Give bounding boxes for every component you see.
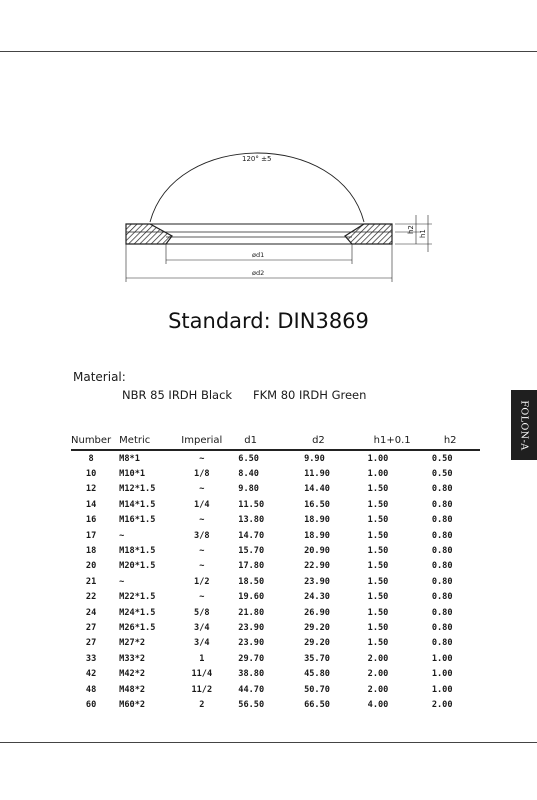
table-cell: 20 [85, 561, 97, 572]
top-rule [0, 51, 537, 52]
table-cell: 1/4 [194, 499, 210, 510]
table-cell: 0.80 [431, 638, 453, 649]
table-cell: 60 [85, 699, 97, 710]
table-cell: 29.20 [304, 638, 330, 649]
table-cell: M33*2 [119, 653, 146, 664]
table-cell: 20.90 [304, 546, 330, 557]
table-row [71, 574, 480, 589]
table-cell: M24*1.5 [119, 607, 156, 618]
table-row [71, 466, 480, 481]
table-cell: 0.80 [431, 607, 453, 618]
table-cell: 56.50 [238, 699, 265, 710]
table-row [71, 682, 480, 697]
table-cell: ~ [199, 515, 205, 526]
table-cell: 48 [85, 684, 97, 695]
table-cell: 50.70 [304, 684, 330, 695]
table-cell: 1.50 [367, 530, 389, 541]
table-row [71, 590, 480, 605]
table-cell: 26.90 [304, 607, 330, 618]
table-cell: M22*1.5 [119, 592, 156, 603]
table-cell: 0.80 [431, 576, 453, 587]
table-cell: 38.80 [238, 669, 265, 680]
table-body [71, 450, 480, 713]
table-row [71, 697, 480, 712]
table-cell: M16*1.5 [119, 515, 156, 526]
table-cell: 1.00 [431, 669, 453, 680]
table-row [71, 482, 480, 497]
bottom-rule [0, 742, 537, 743]
col-d2: d2 [288, 431, 358, 450]
table-cell: 14.40 [304, 484, 330, 495]
table-cell: 18 [85, 546, 97, 557]
table-cell: 1.50 [367, 515, 389, 526]
table-row [71, 666, 480, 681]
table-cell: 3/4 [194, 622, 210, 633]
table-cell: 0.80 [431, 499, 453, 510]
table-cell: ~ [199, 453, 205, 464]
table-cell: 1.50 [367, 576, 389, 587]
table-cell: 24.30 [304, 592, 330, 603]
table-cell: 3/4 [194, 638, 210, 649]
table-cell: 1/2 [194, 576, 210, 587]
table-cell: M48*2 [119, 684, 146, 695]
table-cell: 17 [85, 530, 97, 541]
seal-cross-section-drawing [0, 140, 537, 290]
table-cell: 33 [85, 653, 97, 664]
table-cell: 17.80 [238, 561, 265, 572]
table-cell: 0.50 [431, 453, 453, 464]
table-cell: 1.50 [367, 622, 389, 633]
table-cell: 0.80 [431, 530, 453, 541]
material-option-fkm: FKM 80 IRDH Green [253, 388, 367, 402]
table-cell: 44.70 [238, 684, 265, 695]
standard-title: Standard: DIN3869 [168, 309, 369, 333]
table-cell: 21.80 [238, 607, 265, 618]
table-cell: 18.50 [238, 576, 265, 587]
table-cell: ~ [199, 546, 205, 557]
seal-section-left [126, 224, 172, 244]
table-cell: 13.80 [238, 515, 265, 526]
table-cell: 4.00 [367, 699, 389, 710]
table-cell: 2.00 [367, 653, 389, 664]
h2-label: h2 [407, 225, 415, 234]
table-cell: 12 [85, 484, 97, 495]
table-cell: 11.50 [238, 499, 265, 510]
table-cell: 1.00 [431, 684, 453, 695]
table-row [71, 513, 480, 528]
table-cell: 11/4 [191, 669, 213, 680]
col-h1: h1+0.1 [358, 431, 424, 450]
table-cell: 27 [85, 638, 97, 649]
table-cell: M10*1 [119, 469, 146, 480]
table-cell: 0.80 [431, 622, 453, 633]
table-cell: 1.50 [367, 499, 389, 510]
table-header-row [71, 431, 480, 450]
table-cell: ~ [199, 484, 205, 495]
table-cell: 2.00 [367, 684, 389, 695]
table-cell: ~ [119, 576, 125, 587]
table-cell: ~ [199, 561, 205, 572]
table-cell: 23.90 [304, 576, 330, 587]
table-cell: 1.50 [367, 546, 389, 557]
table-cell: 1.00 [367, 469, 389, 480]
table-cell: 0.80 [431, 592, 453, 603]
col-metric: Metric [111, 431, 175, 450]
table-cell: 22 [85, 592, 97, 603]
table-cell: 10 [85, 469, 97, 480]
table-cell: 18.90 [304, 515, 330, 526]
table-cell: 8 [88, 453, 94, 464]
table-cell: 9.80 [238, 484, 259, 495]
table-cell: 0.50 [431, 469, 453, 480]
table-cell: 66.50 [304, 699, 330, 710]
table-cell: M18*1.5 [119, 546, 156, 557]
table-row [71, 528, 480, 543]
table-cell: 14.70 [238, 530, 265, 541]
table-cell: M60*2 [119, 699, 146, 710]
table-cell: M8*1 [119, 453, 140, 464]
table-cell: M27*2 [119, 638, 146, 649]
table-row [71, 620, 480, 635]
table-cell: 0.80 [431, 561, 453, 572]
table-row [71, 497, 480, 512]
table-cell: 0.80 [431, 484, 453, 495]
side-tab [511, 390, 537, 460]
table-cell: 1.50 [367, 561, 389, 572]
table-cell: 22.90 [304, 561, 330, 572]
material-label: Material: [73, 370, 126, 384]
table-cell: 1.50 [367, 638, 389, 649]
table-cell: 9.90 [304, 453, 325, 464]
table-cell: 2 [199, 699, 205, 710]
col-h2: h2 [424, 431, 480, 450]
table-cell: M20*1.5 [119, 561, 156, 572]
table-cell: 19.60 [238, 592, 265, 603]
table-cell: M14*1.5 [119, 499, 156, 510]
table-cell: 2.00 [431, 699, 453, 710]
table-cell: ~ [119, 530, 125, 541]
angle-arc [150, 153, 364, 222]
table-cell: 1.00 [367, 453, 389, 464]
table-cell: 1/8 [194, 469, 210, 480]
table-cell: 11/2 [191, 684, 213, 695]
table-cell: ~ [199, 592, 205, 603]
table-row [71, 543, 480, 558]
col-number: Number [71, 431, 111, 450]
dimension-table [71, 431, 480, 713]
angle-label: 120° ±5 [242, 155, 272, 163]
table-cell: 3/8 [194, 530, 210, 541]
table-cell: 6.50 [238, 453, 259, 464]
side-tab-label: FOLON-A [518, 399, 530, 451]
table-cell: 5/8 [194, 607, 210, 618]
table-cell: 18.90 [304, 530, 330, 541]
table-cell: 1.50 [367, 592, 389, 603]
table-cell: 24 [85, 607, 97, 618]
table-cell: 1.00 [431, 653, 453, 664]
table-cell: M26*1.5 [119, 622, 156, 633]
h1-label: h1 [419, 229, 427, 238]
table-cell: 16 [85, 515, 97, 526]
table-cell: M42*2 [119, 669, 146, 680]
col-imperial: Imperial [175, 431, 228, 450]
table-row [71, 605, 480, 620]
d1-label: ød1 [252, 251, 265, 259]
table-cell: 1 [199, 653, 205, 664]
table-cell: 23.90 [238, 622, 265, 633]
table-cell: 2.00 [367, 669, 389, 680]
table-cell: 29.20 [304, 622, 330, 633]
table-row [71, 636, 480, 651]
table-cell: 21 [85, 576, 97, 587]
material-option-nbr: NBR 85 IRDH Black [122, 388, 233, 402]
table-cell: 0.80 [431, 546, 453, 557]
table-cell: 11.90 [304, 469, 330, 480]
table-row [71, 450, 480, 466]
table-cell: 1.50 [367, 607, 389, 618]
table-cell: 8.40 [238, 469, 259, 480]
table-cell: 35.70 [304, 653, 330, 664]
col-d1: d1 [228, 431, 288, 450]
table-cell: 16.50 [304, 499, 330, 510]
d2-label: ød2 [252, 269, 265, 277]
table-cell: 42 [85, 669, 97, 680]
table-cell: 23.90 [238, 638, 265, 649]
table-cell: 0.80 [431, 515, 453, 526]
table-row [71, 559, 480, 574]
table-cell: 27 [85, 622, 97, 633]
table-cell: M12*1.5 [119, 484, 156, 495]
table-cell: 1.50 [367, 484, 389, 495]
table-cell: 14 [85, 499, 97, 510]
seal-section-right [345, 224, 392, 244]
table-row [71, 651, 480, 666]
table-cell: 15.70 [238, 546, 265, 557]
table-cell: 29.70 [238, 653, 265, 664]
table-cell: 45.80 [304, 669, 330, 680]
